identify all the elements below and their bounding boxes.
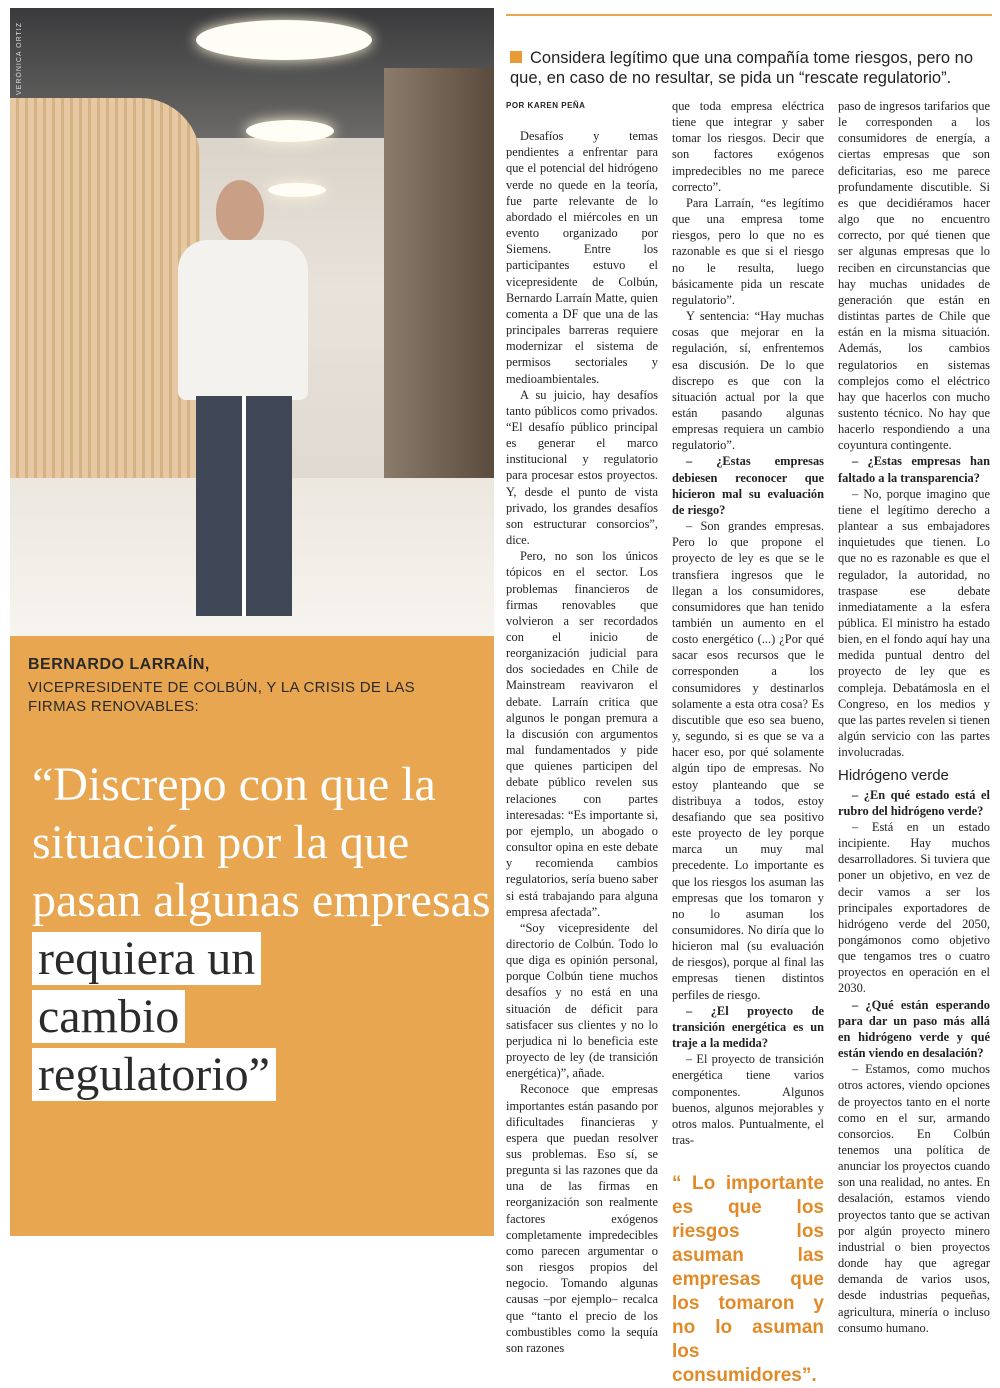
subhead: Hidrógeno verde — [838, 767, 949, 785]
headline-quote — [10, 742, 494, 1236]
deck — [510, 48, 990, 88]
paragraph: “Soy vicepresidente del directorio de Colbún. Todo lo que diga es opinión personal, porque Colbún tiene muchos desafíos y no está en una situación de déficit para satisfacer sus clientes y no lo perjudica ni lo beneficia este proyecto de ley (de transición energética)”, añade. — [506, 920, 658, 1081]
caption-band — [10, 636, 494, 742]
ceiling-lamp — [268, 183, 326, 197]
paragraph: que toda empresa eléctrica tiene que integrar y saber tomar los riesgos. Decir que son factores exógenos impredecibles no me parece correcto”. — [672, 99, 824, 194]
person-head — [216, 180, 264, 242]
paragraph: – El proyecto de transición energética tiene varios componentes. Algunos buenos, algunos mejorables y otros malos. Puntualmente, el tras- — [672, 1052, 824, 1147]
person-shirt — [178, 240, 308, 400]
caption-title: VICEPRESIDENTE DE COLBÚN, Y LA CRISIS DE LAS FIRMAS RENOVABLES: — [28, 679, 415, 715]
ceiling-lamp — [246, 120, 334, 142]
paragraph: – No, porque imagino que tiene el legítimo derecho a plantear a sus embajadores inquietudes que tienen. Lo que no es razonable es que el regulador, la autoridad, no traspase ese debate inmediatamente a la esfera pública. El ministro ha estado bien, en el fondo aquí hay una medida puntual dentro del proyecto de ley que es compleja. Debatámosla en el Congreso, en los medios y que las partes revelen si tienen algún servicio con las partes involucradas. — [838, 486, 990, 760]
person-legs — [196, 396, 292, 616]
paragraph: Para Larraín, “es legítimo que una empresa tome riesgos, pero lo que no es razonable es que si el riesgo no le resulta, luego básicamente pida un rescate regulatorio”. — [672, 195, 824, 307]
paragraph: A su juicio, hay desafíos tanto públicos como privados. “El desafío público principal es generar el marco institucional y regulatorio para procesar estos proyectos. Y, desde el punto de vista privado, los grandes desafíos son estructurar consorcios”, dice. — [506, 387, 658, 548]
caption-name: BERNARDO LARRAÍN, — [28, 656, 210, 673]
paragraph: – Son grandes empresas. Pero lo que propone el proyecto de ley es que se le transfiera ingresos que le llegan a los consumidores, consumidores que han tenido también un aumento en el costo energético (...) ¿Por qué sacar esos recursos que le corresponden a los consumidores y destinarlos solamente a esta otra cosa? Es discutible que eso sea bueno, y, segundo, si es que se va a hacer eso, por qué solamente algún tipo de empresas. No estoy planteando que se distribuya a todos, estoy desafiando que sea positivo este proyecto de ley porque marca un muy mal precedente. Lo importante es que los riesgos los asuman las empresas que los tomaron y no lo asuman los consumidores. No diría que lo hicieron mal (su evaluación de riesgos), porque al final las empresas tienen distintos perfiles de riesgo. — [672, 519, 824, 1002]
paragraph: Y sentencia: “Hay muchas cosas que mejorar en la regulación, sí, enfrentemos esa discusión. De lo que discrepo es que con la situación actual por la que están pasando algunas empresas requiera un cambio regulatorio”. — [672, 309, 824, 453]
byline: POR KAREN PEÑA — [506, 101, 586, 110]
question: – ¿Qué están esperando para dar un paso más allá en hidrógeno verde y qué están viendo en desalación? — [838, 997, 990, 1061]
question: – ¿En qué estado está el rubro del hidrógeno verde? — [838, 787, 990, 818]
top-rule — [506, 14, 992, 16]
quote-highlight-3: regulatorio” — [32, 1048, 276, 1101]
question: – ¿El proyecto de transición energética es un traje a la medida? — [672, 1003, 824, 1051]
ceiling-lamp — [196, 20, 372, 60]
quote-highlight-1: requiera un — [32, 932, 261, 985]
paragraph: Reconoce que empresas importantes están pasando por dificultades financieras y espera que puedan resolver sus problemas. Eso sí, se pregunta si las razones que da una de las firmas en reorganización son realmente factores exógenos completamente impredecibles como parecen argumentar o son riesgos propios del negocio. Tomando algunas causas –por ejemplo– recalca que “tanto el precio de los combustibles como la sequía son razones — [506, 1082, 658, 1355]
column-1 — [506, 98, 658, 1356]
portrait-photo — [10, 8, 494, 636]
column-2 — [672, 98, 824, 1388]
paragraph: – Está en un estado incipiente. Hay muchos desarrolladores. Si tuviera que poner un objetivo, en vez de decir vamos a ser los principales exportadores de hidrógeno verde del 2050, pongámonos como objetivo que tengamos tres o cuatro proyectos en operación en el 2030. — [838, 819, 990, 996]
paragraph: paso de ingresos tarifarios que le corresponden a los consumidores de energía, a ciertas empresas que son deficitarias, eso me parece profundamente discutible. Si es que decidiéramos hacer algo que no encuentro correcto, por qué tienen que ser algunas empresas que lo reciben en circunstancias que hay muchas unidades de generación que están en distintas partes de Chile que están en la misma situación. Además, los cambios regulatorios en sistemas complejos como el eléctrico hay que hacerlos con mucho sustento técnico. No hay que hacerlo respondiendo a una coyuntura contingente. — [838, 99, 990, 453]
quote-plain: “Discrepo con que la situación por la que pasan algunas empresas — [32, 758, 491, 927]
paragraph: Desafíos y temas pendientes a enfrentar para que el potencial del hidrógeno verde no quede en la teoría, fue parte relevante de lo abordado el miércoles en un evento organizado por Siemens. Entre los participantes estuvo el vicepresidente de Colbún, Bernardo Larraín Matte, quien comenta a DF que una de las principales barreras requiere modernizar el sistema de permisos sectoriales y medioambientales. — [506, 129, 658, 386]
column-3 — [838, 98, 990, 1336]
pull-quote: “ Lo importante es que los riesgos los asuman las empresas que los tomaron y no lo asuman los consumidores”. — [672, 1173, 824, 1387]
wood-wall — [10, 98, 200, 538]
photo-panel — [10, 8, 494, 1236]
paragraph: – Estamos, como muchos otros actores, viendo opciones de proyectos tanto en el norte como en el sur, armando consorcios. En Colbún tenemos una política de anunciar los proyectos cuando son una realidad, no antes. En desalación, estamos viendo proyectos tanto que se activan por algún proyecto minero industrial o bien proyectos donde hay que agregar demanda de varios usos, desde industrias pequeñas, agricultura, minería o incluso consumo humano. — [838, 1062, 990, 1335]
square-bullet-icon — [510, 51, 522, 63]
quote-highlight-2: cambio — [32, 990, 185, 1043]
paragraph: Pero, no son los únicos tópicos en el sector. Los problemas financieros de firmas renovables que volvieron a ser recordados con el inicio de reorganización judicial para dos sociedades en Chile de Mainstream reavivaron el debate. Larraín critica que algunos le pongan premura a la discusión con argumentos mal fundamentados y pide que quienes participen del debate público revelen sus relaciones con partes interesadas: “Es importante si, por ejemplo, un abogado o consultor opina en este debate y recomienda cambios regulatorios, sería bueno saber si está trabajando para alguna empresa afectada”. — [506, 549, 658, 919]
photo-credit: VERÓNICA ORTIZ — [16, 22, 23, 95]
question: – ¿Estas empresas debiesen reconocer que hicieron mal su evaluación de riesgo? — [672, 454, 824, 517]
question: – ¿Estas empresas han faltado a la transparencia? — [838, 454, 990, 485]
deck-text: Considera legítimo que una compañía tome riesgos, pero no que, en caso de no resultar, se pida un “rescate regulatorio”. — [510, 49, 974, 87]
